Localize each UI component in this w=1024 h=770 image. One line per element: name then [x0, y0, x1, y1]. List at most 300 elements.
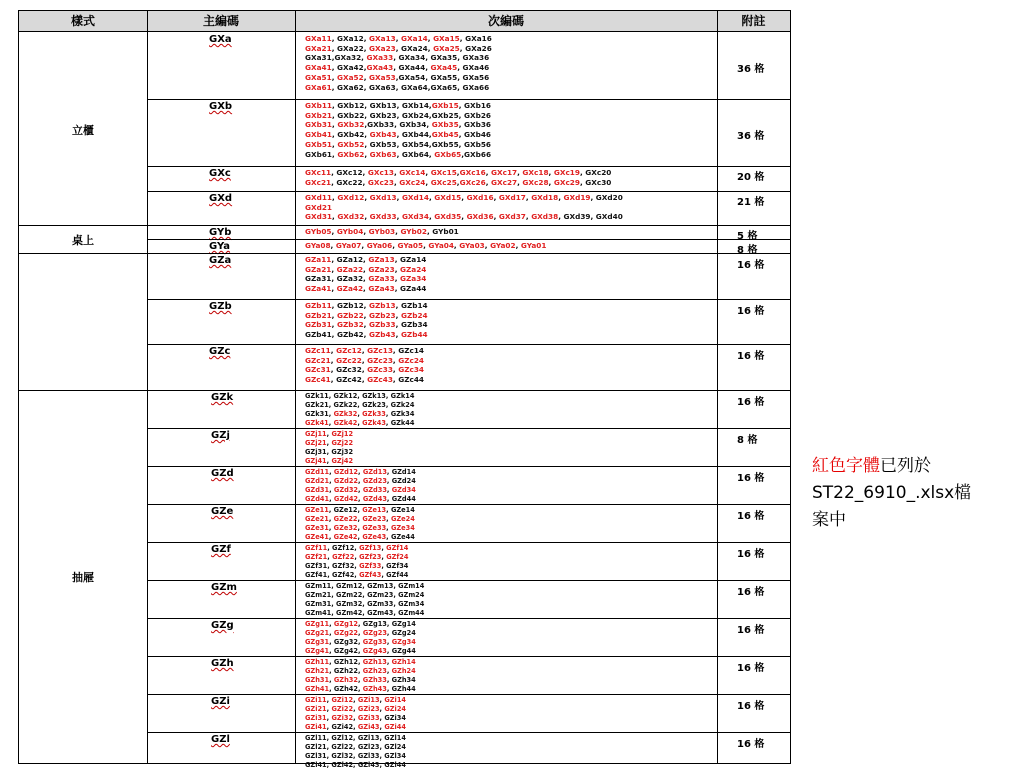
sub-code-listed: GZb43: [368, 330, 396, 340]
sub-code-line: [305, 600, 424, 609]
sub-code-unlisted: ,: [357, 514, 363, 523]
sub-code-list: [305, 506, 415, 542]
sub-code-listed: GZb13: [368, 301, 396, 310]
sub-code-unlisted: ,: [328, 418, 334, 427]
sub-code-line: [305, 375, 424, 385]
sub-code-line: [305, 515, 415, 524]
sub-code-listed: GXd36: [466, 212, 494, 222]
sub-code-unlisted: GZl21, GZl22, GZl23, GZl24: [305, 742, 406, 751]
sub-code-listed: GZh31: [305, 675, 330, 684]
sub-code-unlisted: , GXa16: [459, 34, 492, 43]
sub-code-unlisted: GZm41, GZm42, GZm43, GZm44: [305, 608, 425, 617]
sub-code-unlisted: , GZf12,: [327, 544, 360, 552]
sub-code-listed: GYb05: [305, 227, 332, 236]
sub-code-unlisted: ,: [395, 330, 401, 340]
sub-code-unlisted: , GZe14: [386, 506, 415, 514]
sub-code-unlisted: , GXa42,: [331, 63, 367, 73]
row-divider: [147, 466, 790, 467]
sub-code-line: [305, 130, 491, 140]
sub-code-unlisted: ,: [425, 177, 431, 187]
sub-code-listed: GXc29: [553, 177, 580, 187]
sub-code-listed: GZe22: [333, 514, 358, 523]
sub-code-line: [305, 524, 415, 533]
sub-code-unlisted: ,: [330, 355, 337, 365]
sub-code-unlisted: ,: [331, 227, 337, 236]
note-cell: 5 格: [737, 231, 758, 242]
sub-code-listed: GZd33: [362, 485, 387, 494]
sub-code-line: [305, 676, 416, 685]
sub-code-unlisted: ,: [525, 212, 532, 222]
sub-code-listed: GZa24: [400, 264, 427, 274]
sub-code-listed: GZi22: [331, 704, 354, 713]
sub-code-listed: GXd14: [401, 193, 429, 202]
note-cell: 36 格: [737, 130, 765, 142]
sub-code-unlisted: , GZc32,: [330, 365, 368, 375]
row-divider: [147, 344, 790, 345]
sub-code-listed: GZc31: [305, 365, 331, 375]
header-style: 樣式: [70, 14, 95, 28]
note-cell: 36 格: [737, 63, 765, 75]
main-code-label: GXb: [209, 101, 233, 112]
sub-code-listed: GZe42: [333, 532, 358, 541]
sub-code-listed: GZi14: [384, 696, 406, 704]
sub-code-unlisted: GZf41, GZf42,: [305, 570, 360, 579]
sub-code-listed: GZh11: [305, 658, 330, 666]
sub-code-listed: GZi31: [305, 713, 327, 722]
sub-code-unlisted: ,: [331, 72, 338, 82]
sub-code-unlisted: ,: [484, 241, 491, 250]
sub-code-listed: GZb21: [305, 310, 332, 320]
sub-code-line: [305, 203, 623, 213]
sub-code-unlisted: ,: [329, 485, 334, 494]
sub-code-listed: GZh24: [391, 666, 416, 675]
sub-code-unlisted: ,: [331, 284, 337, 294]
sub-code-unlisted: ,: [548, 168, 554, 177]
note-cell: 21 格: [737, 197, 765, 208]
note-cell: 16 格: [737, 739, 765, 750]
sub-code-unlisted: ,: [394, 274, 401, 284]
sub-code-listed: GZd21: [305, 476, 330, 485]
sub-code-unlisted: , GZc42,: [330, 375, 368, 385]
sub-code-line: [305, 761, 406, 770]
sub-code-listed: GZb31: [305, 320, 332, 330]
sub-code-unlisted: , GZh42,: [329, 684, 363, 693]
sub-code-unlisted: GZf31, GZf32,: [305, 561, 360, 570]
sub-code-listed: GYa05: [397, 241, 424, 250]
sub-code-unlisted: ,: [363, 284, 369, 294]
sub-code-listed: GZe43: [362, 532, 387, 541]
sub-code-unlisted: ,: [381, 552, 387, 561]
sub-code-listed: GZc24: [398, 355, 424, 365]
sub-code-line: [305, 448, 353, 457]
sub-code-listed: GXd32: [337, 212, 365, 222]
note-cell: 16 格: [737, 701, 765, 712]
main-code-label: GZe: [211, 506, 234, 517]
row-divider: [147, 618, 790, 619]
sub-code-unlisted: ,: [363, 310, 369, 320]
sub-code-listed: GZc33: [367, 365, 393, 375]
sub-code-listed: GZg21: [305, 628, 330, 637]
sub-code-listed: GZj11: [305, 430, 327, 438]
sub-code-listed: GXb35: [431, 120, 459, 130]
sub-code-listed: GZh23: [362, 666, 387, 675]
sub-code-line: [305, 140, 491, 150]
sub-code-unlisted: ,: [517, 177, 523, 187]
sub-code-listed: GZi33: [357, 713, 380, 722]
sub-code-listed: GXa53: [369, 72, 396, 82]
sub-code-unlisted: , GZg24: [386, 628, 416, 637]
sub-code-listed: GXb41: [305, 130, 332, 140]
sub-code-listed: GZg34: [391, 637, 416, 646]
sub-code-line: [305, 439, 353, 448]
sub-code-list: [305, 346, 424, 385]
sub-code-line: [305, 571, 408, 580]
sub-code-listed: GZk43: [362, 418, 386, 427]
sub-code-unlisted: ,: [379, 722, 385, 731]
sub-code-listed: GXd13: [369, 193, 397, 202]
sub-code-listed: GXa52: [337, 72, 364, 82]
sub-code-list: [305, 430, 353, 466]
sub-code-listed: GYa06: [366, 241, 393, 250]
sub-code-unlisted: , GXd39, GXd40: [558, 212, 623, 222]
sub-code-unlisted: ,: [329, 628, 334, 637]
sub-code-listed: GZi13: [357, 696, 380, 704]
main-code-label: GXd: [209, 193, 233, 204]
sub-code-unlisted: ,: [394, 264, 401, 274]
sub-code-unlisted: ,: [328, 514, 334, 523]
sub-code-unlisted: ,: [358, 468, 363, 476]
sub-code-listed: GZa23: [368, 264, 395, 274]
sub-code-unlisted: ,: [461, 193, 467, 202]
sub-code-line: [305, 620, 416, 629]
sub-code-unlisted: , GZg44: [386, 646, 416, 655]
sub-code-unlisted: ,: [428, 212, 435, 222]
sub-code-line: [305, 743, 406, 752]
sub-code-listed: GZd41: [305, 494, 330, 503]
sub-code-listed: GYa01: [520, 241, 547, 250]
sub-code-listed: GXb31: [305, 120, 332, 130]
sub-code-listed: GYa03: [459, 241, 485, 250]
sub-code-line: [305, 410, 414, 419]
sub-code-unlisted: ,: [386, 523, 391, 532]
sub-code-unlisted: ,: [327, 552, 333, 561]
sub-code-line: [305, 227, 459, 237]
sub-code-listed: GZg33: [362, 637, 387, 646]
sub-code-line: [305, 193, 623, 203]
sub-code-line: [305, 284, 426, 294]
sub-code-unlisted: ,: [386, 666, 392, 675]
sub-code-unlisted: ,: [354, 552, 360, 561]
sub-code-line: [305, 83, 492, 93]
sub-code-line: [305, 255, 426, 265]
main-code-label: GZi: [211, 696, 230, 707]
sub-code-unlisted: , GZh34: [386, 675, 416, 684]
sub-code-line: [305, 723, 406, 732]
main-code-label: GZf: [211, 544, 231, 555]
sub-code-listed: GZb24: [400, 310, 428, 320]
sub-code-listed: GZh21: [305, 666, 330, 675]
sub-code-unlisted: ,: [525, 193, 532, 202]
row-divider: [147, 580, 790, 581]
sub-code-line: [305, 346, 424, 356]
sub-code-unlisted: , GXb44,: [396, 130, 432, 140]
main-code-label: GYa: [209, 241, 231, 252]
sub-code-unlisted: , GZi42,: [326, 722, 358, 731]
sub-code-listed: GXa21: [305, 43, 332, 53]
note-cell: 8 格: [737, 245, 758, 256]
sub-code-listed: GYb02: [400, 227, 427, 236]
sub-code-listed: GZg41: [305, 646, 330, 655]
sub-code-listed: GZg23: [362, 628, 387, 637]
sub-code-line: [305, 629, 416, 638]
sub-code-line: [305, 392, 414, 401]
sub-code-listed: GXc27: [491, 177, 518, 187]
row-divider: [147, 166, 790, 167]
sub-code-listed: GXa25: [433, 43, 460, 53]
sub-code-line: [305, 365, 424, 375]
sub-code-unlisted: ,: [363, 320, 369, 330]
sub-code-listed: GZi12: [331, 696, 354, 704]
sub-code-unlisted: ,: [331, 264, 337, 274]
sub-code-unlisted: , GZa12,: [331, 255, 369, 264]
sub-code-list: [305, 392, 414, 428]
sub-code-listed: GXa23: [369, 43, 396, 53]
sub-code-unlisted: ,: [493, 193, 499, 202]
sub-code-listed: GZe23: [362, 514, 387, 523]
table-header: [19, 11, 790, 32]
sub-code-unlisted: , GZf34: [381, 561, 409, 570]
sub-code-unlisted: , GXc30: [579, 177, 612, 187]
sub-code-listed: GZd23: [362, 476, 387, 485]
sub-code-unlisted: ,: [395, 310, 401, 320]
note-cell: 16 格: [737, 663, 765, 674]
sub-code-listed: GZh41: [305, 684, 330, 693]
sub-code-listed: GZc11: [305, 346, 331, 355]
sub-code-listed: GYa07: [335, 241, 362, 250]
sub-code-list: [305, 620, 416, 656]
sub-code-listed: GXa14: [401, 34, 428, 43]
sub-code-listed: GZi32: [331, 713, 354, 722]
sub-code-unlisted: , GZh22,: [329, 666, 363, 675]
sub-code-unlisted: ,: [357, 523, 363, 532]
sub-code-unlisted: ,: [332, 212, 338, 222]
sub-code-unlisted: , GZd14: [386, 468, 416, 476]
row-divider: [147, 99, 790, 100]
sub-code-list: [305, 168, 611, 187]
note-cell: 16 格: [737, 587, 765, 598]
sub-code-unlisted: GZl31, GZl32, GZl33, GZl34: [305, 751, 406, 760]
sub-code-listed: GZi11: [305, 696, 327, 704]
sub-code-line: [305, 168, 611, 178]
sub-code-unlisted: ,: [326, 456, 332, 465]
sub-code-listed: GXc13: [367, 168, 394, 177]
sub-code-listed: GXb11: [305, 101, 332, 110]
sub-code-unlisted: ,: [326, 438, 332, 447]
sub-code-listed: GZf24: [386, 552, 409, 561]
sub-code-list: [305, 227, 459, 237]
sub-code-listed: GZg43: [362, 646, 387, 655]
sub-code-unlisted: , GZh44: [386, 684, 416, 693]
sub-code-listed: GZj21: [305, 438, 327, 447]
sub-code-listed: GZe34: [390, 523, 415, 532]
sub-code-unlisted: , GZe44: [386, 532, 415, 541]
sub-code-listed: GZb23: [368, 310, 396, 320]
sub-code-listed: GZe24: [390, 514, 415, 523]
sub-code-unlisted: ,: [331, 320, 337, 330]
sub-code-unlisted: ,: [461, 212, 467, 222]
row-divider: [147, 504, 790, 505]
sub-code-unlisted: ,: [353, 696, 358, 704]
sub-code-line: [305, 667, 416, 676]
sub-code-unlisted: ,: [427, 34, 434, 43]
sub-code-line: [305, 506, 415, 515]
sub-code-unlisted: , GXb16: [458, 101, 491, 110]
sub-code-listed: GZd12: [333, 468, 358, 476]
sub-code-unlisted: ,: [379, 704, 385, 713]
sub-code-listed: GXa61: [305, 82, 332, 92]
sub-code-unlisted: ,: [326, 696, 332, 704]
row-divider: [19, 225, 790, 226]
sub-code-unlisted: , GYb01: [426, 227, 459, 236]
sub-code-line: [305, 274, 426, 284]
side-note-text-end: 案中: [812, 510, 846, 530]
sub-code-unlisted: , GZb14: [395, 301, 428, 310]
sub-code-list: [305, 34, 492, 92]
sub-code-listed: GZj22: [331, 438, 354, 447]
sub-code-line: [305, 638, 416, 647]
sub-code-unlisted: ,: [379, 696, 385, 704]
sub-code-unlisted: , GZb12,: [331, 301, 369, 310]
main-code-label: GZm: [211, 582, 237, 593]
sub-code-unlisted: ,: [332, 193, 338, 202]
sub-code-line: [305, 311, 428, 321]
sub-code-unlisted: , GXb12, GXb13, GXb14,: [332, 101, 432, 110]
sub-code-listed: GZf13: [359, 544, 382, 552]
sub-code-line: [305, 486, 416, 495]
sub-code-list: [305, 255, 426, 294]
sub-code-unlisted: , GXc22,: [331, 177, 368, 187]
sub-code-unlisted: , GXb46: [458, 130, 492, 140]
sub-code-listed: GXb21: [305, 110, 332, 120]
sub-code-unlisted: ,: [357, 675, 363, 684]
sub-code-listed: GZf21: [305, 552, 328, 561]
sub-code-unlisted: ,: [330, 241, 336, 250]
sub-code-unlisted: ,: [386, 485, 392, 494]
sub-code-listed: GZb32: [336, 320, 364, 330]
sub-code-unlisted: ,GXb33, GXb34,: [364, 120, 432, 130]
sub-code-listed: GZi44: [384, 722, 406, 731]
sub-code-line: [305, 178, 611, 188]
sub-code-unlisted: ,: [332, 120, 338, 130]
sub-code-listed: GZf43: [359, 570, 382, 579]
sub-code-line: [305, 101, 491, 111]
sub-code-listed: GZc41: [305, 375, 331, 385]
sub-code-line: [305, 401, 414, 410]
sub-code-line: [305, 320, 428, 330]
sub-code-listed: GXb51: [305, 139, 332, 149]
sub-code-unlisted: , GZd44: [386, 494, 416, 503]
sub-code-listed: GXc14: [399, 168, 426, 177]
sub-code-listed: GXd34: [401, 212, 429, 222]
sub-code-listed: GZh14: [391, 658, 416, 666]
sub-code-listed: GXc19: [553, 168, 580, 177]
sub-code-listed: GZa21: [305, 264, 332, 274]
main-code-label: GYb: [209, 227, 232, 238]
row-divider: [147, 656, 790, 657]
sub-code-line: [305, 609, 424, 618]
sub-code-unlisted: ,: [386, 658, 392, 666]
row-divider: [147, 239, 790, 240]
sub-code-line: [305, 44, 492, 54]
note-cell: 16 格: [737, 306, 765, 317]
sub-code-listed: GZa42: [336, 284, 364, 294]
sub-code-listed: GZk33: [362, 409, 386, 418]
sub-code-unlisted: GZm21, GZm22, GZm23, GZm24: [305, 590, 425, 599]
sub-code-unlisted: , GXa26: [459, 43, 492, 53]
sub-code-listed: GZe21: [305, 514, 329, 523]
note-cell: 16 格: [737, 351, 765, 362]
sub-code-unlisted: GZk11, GZk12, GZk13, GZk14: [305, 392, 415, 400]
main-code-label: GZd: [211, 468, 234, 479]
sub-code-listed: GZh32: [333, 675, 358, 684]
sub-code-listed: GZg22: [333, 628, 358, 637]
sub-code-listed: GXd16: [466, 193, 494, 202]
sub-code-unlisted: GZk31,: [305, 409, 334, 418]
note-cell: 16 格: [737, 625, 765, 636]
sub-code-unlisted: ,: [326, 704, 332, 713]
sub-code-unlisted: ,: [456, 168, 460, 177]
sub-code-listed: GXb62: [337, 149, 365, 159]
header-note: 附註: [741, 14, 766, 28]
sub-code-unlisted: ,GXa54, GXa55, GXa56: [395, 72, 490, 82]
sub-code-listed: GZd42: [333, 494, 358, 503]
sub-code-unlisted: GZl41, GZl42, GZl43, GZl44: [305, 760, 406, 769]
sub-code-unlisted: ,: [396, 212, 402, 222]
sub-code-unlisted: ,: [392, 365, 399, 375]
row-divider: [147, 191, 790, 192]
sub-code-line: [305, 647, 416, 656]
sub-code-unlisted: ,GXb66: [461, 149, 492, 159]
sub-code-listed: GZa34: [400, 274, 427, 284]
sub-code-listed: GZd31: [305, 485, 330, 494]
sub-code-line: [305, 714, 406, 723]
sub-code-unlisted: ,: [353, 713, 358, 722]
sub-code-unlisted: ,: [558, 193, 564, 202]
sub-code-unlisted: , GXc20: [579, 168, 612, 177]
sub-code-listed: GXd12: [337, 193, 365, 202]
sub-code-listed: GXc11: [305, 168, 332, 177]
sub-code-listed: GZc12: [336, 346, 362, 355]
sub-code-listed: GZb44: [400, 330, 428, 340]
sub-code-listed: GZa43: [368, 284, 395, 294]
note-cell: 8 格: [737, 435, 758, 446]
note-cell: 20 格: [737, 172, 765, 183]
sub-code-listed: GXd21: [305, 202, 332, 212]
sub-code-unlisted: , GZg13, GZg14: [358, 620, 416, 628]
sub-code-line: [305, 63, 492, 73]
sub-code-listed: GYa04: [428, 241, 454, 250]
sub-code-line: [305, 685, 416, 694]
sub-code-listed: GZh13: [362, 658, 387, 666]
sub-code-listed: GZi21: [305, 704, 327, 713]
sub-code-unlisted: , GZf44: [381, 570, 409, 579]
sub-code-unlisted: , GXa46: [457, 63, 490, 73]
sub-code-unlisted: ,: [357, 532, 363, 541]
sub-code-listed: GXd33: [369, 212, 397, 222]
sub-code-unlisted: , GXb36: [458, 120, 492, 130]
sub-code-unlisted: ,: [357, 418, 363, 427]
sub-code-listed: GZi23: [357, 704, 380, 713]
